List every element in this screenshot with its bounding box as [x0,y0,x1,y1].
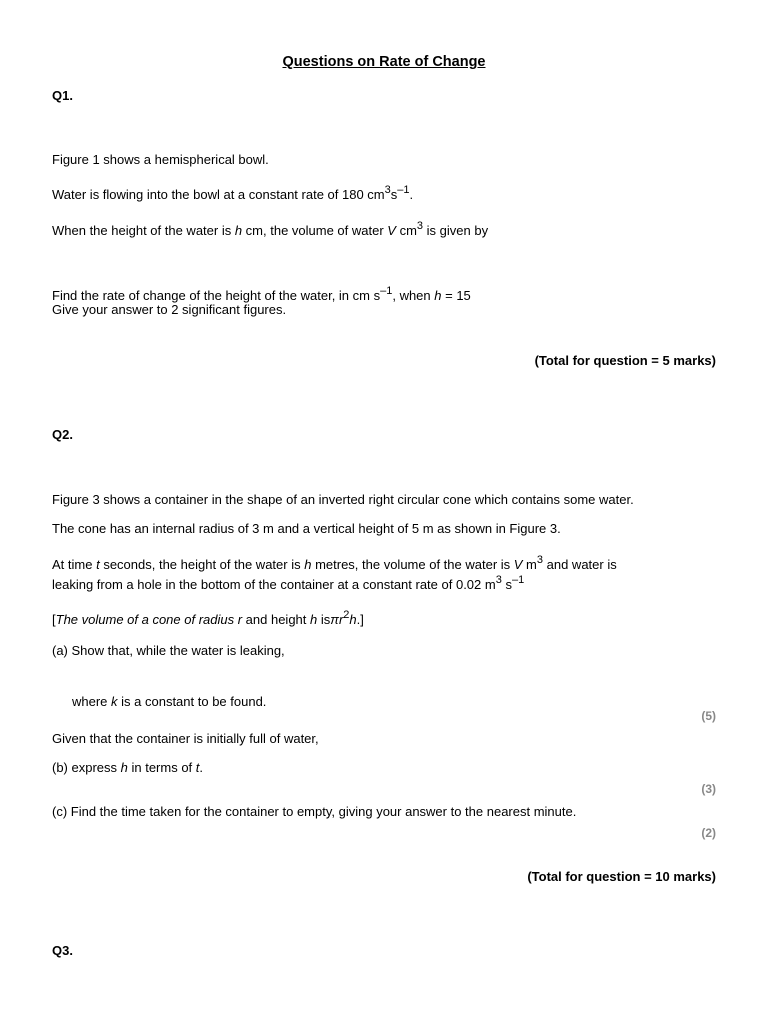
q1-line4: Find the rate of change of the height of the water, in cm $s^{-1}$, when h = 15 [52,284,471,303]
q1-line1: Figure 1 shows a hemispherical bowl. [52,152,269,167]
q2-line1: Figure 3 shows a container in the shape of an inverted right circular cone which contains some water. [52,492,634,507]
q2-part-b: (b) express h in terms of t. [52,760,204,775]
q1-label: Q1. [52,88,73,103]
q2-label: Q2. [52,427,73,442]
q1-line3: When the height of the water is h cm, the volume of water V $cm^3$ is given by [52,219,489,238]
q2-part-a: (a) Show that, while the water is leaking, [52,643,285,658]
q1-total-marks: (Total for question = 5 marks) [534,353,716,368]
q2-marks-c: (2) [701,826,716,840]
q1-line2: Water is flowing into the bowl at a constant rate of 180 $cm^3s^{-1}$. [52,183,414,202]
q2-line3: At time t seconds, the height of the water is h metres, the volume of the water is V $m^3$ and water is [52,553,617,572]
q2-line2: The cone has an internal radius of 3 m and a vertical height of 5 m as shown in Figure 3. [52,521,561,536]
q2-total-marks: (Total for question = 10 marks) [527,869,716,884]
q2-given: Given that the container is initially full of water, [52,731,319,746]
q2-line4: leaking from a hole in the bottom of the container at a constant rate of 0.02 $m^3$ $s^{-1}$ [52,573,525,592]
q2-marks-a: (5) [701,709,716,723]
page-title: Questions on Rate of Change [282,54,486,70]
q2-part-a-where: where k is a constant to be found. [72,694,267,709]
q2-cone-volume-note: [The volume of a cone of radius r and height h isπr$^2$h.] [52,608,364,627]
q1-line5: Give your answer to 2 significant figures. [52,302,287,317]
q3-label: Q3. [52,943,73,958]
q2-part-c: (c) Find the time taken for the container to empty, giving your answer to the nearest minute. [52,804,577,819]
q2-marks-b: (3) [701,782,716,796]
